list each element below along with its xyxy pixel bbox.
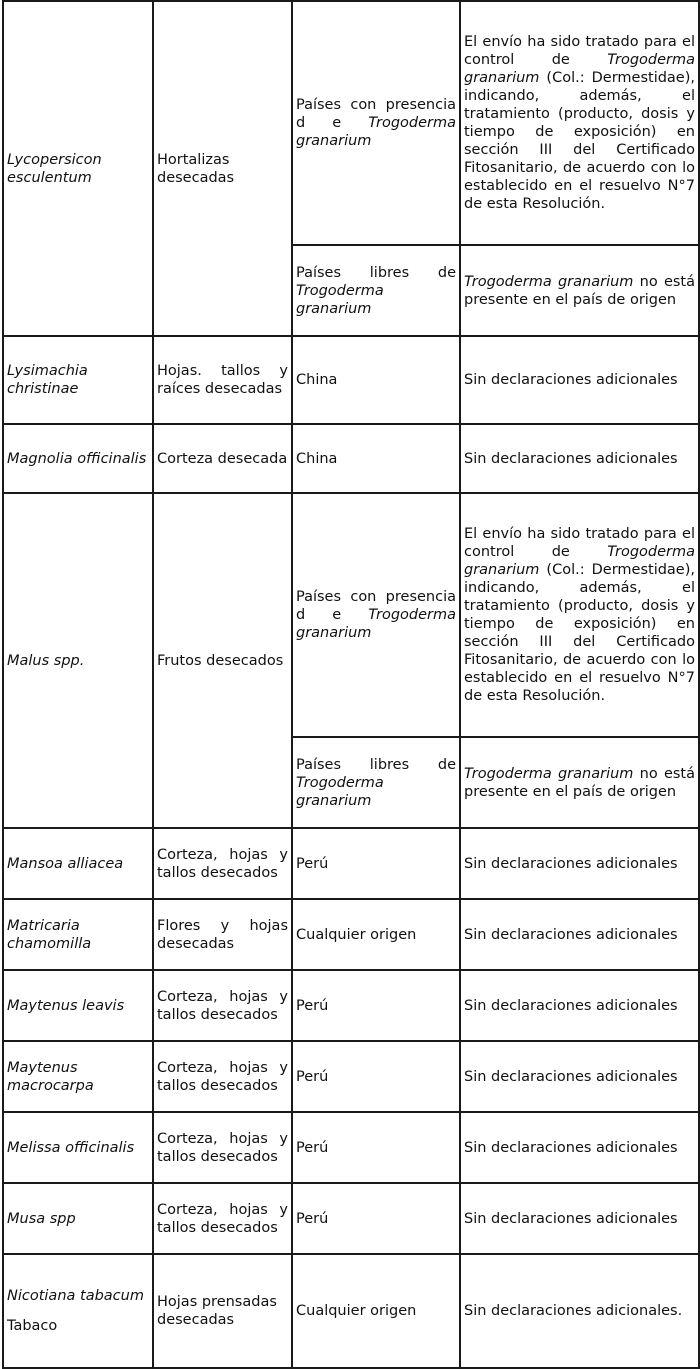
table-row xyxy=(3,1112,699,1183)
origin-cell: Países libres de Trogoderma granarium xyxy=(292,737,460,828)
origin-cell: Perú xyxy=(292,1183,460,1254)
requirement-cell: Sin declaraciones adicionales xyxy=(460,424,699,493)
product-cell: Hojas. tallos y raíces desecadas xyxy=(153,336,292,424)
requirement-cell: Sin declaraciones adicionales xyxy=(460,970,699,1041)
requirement-cell: El envío ha sido tratado para el control de Trogoderma granarium (Col.: Dermestidae), indicando, además, el tratamiento (producto, dosis y tiempo de exposición) en sección III del Certificado Fitosanitario, de acuerdo con lo establecido en el resuelvo N°7 de esta Resolución. xyxy=(460,1,699,245)
origin-cell: China xyxy=(292,336,460,424)
common-name: Tabaco xyxy=(7,1318,58,1334)
origin-cell: Cualquier origen xyxy=(292,899,460,970)
table-row xyxy=(3,424,699,493)
requirement-cell: Sin declaraciones adicionales xyxy=(460,1112,699,1183)
species-cell: Lycopersicon esculentum xyxy=(3,1,153,336)
species-cell: Maytenus macrocarpa xyxy=(3,1041,153,1112)
requirement-cell: Sin declaraciones adicionales xyxy=(460,1041,699,1112)
table-row xyxy=(3,1254,699,1368)
origin-cell: Países libres de Trogoderma granarium xyxy=(292,245,460,336)
requirement-cell: El envío ha sido tratado para el control de Trogoderma granarium (Col.: Dermestidae), indicando, además, el tratamiento (producto, dosis y tiempo de exposición) en sección III del Certificado Fitosanitario, de acuerdo con lo establecido en el resuelvo N°7 de esta Resolución. xyxy=(460,493,699,737)
origin-cell: Perú xyxy=(292,1041,460,1112)
requirement-cell: Sin declaraciones adicionales xyxy=(460,1183,699,1254)
table-row xyxy=(3,899,699,970)
requirement-cell: Trogoderma granarium no está presente en el país de origen xyxy=(460,245,699,336)
requirement-cell: Sin declaraciones adicionales xyxy=(460,828,699,899)
product-cell: Corteza, hojas y tallos desecados xyxy=(153,1041,292,1112)
requirement-cell: Sin declaraciones adicionales. xyxy=(460,1254,699,1368)
table-row xyxy=(3,336,699,424)
table-row xyxy=(3,1183,699,1254)
requirement-cell: Trogoderma granarium no está presente en el país de origen xyxy=(460,737,699,828)
origin-cell: Perú xyxy=(292,828,460,899)
species-cell: Magnolia officinalis xyxy=(3,424,153,493)
product-cell: Corteza, hojas y tallos desecados xyxy=(153,1183,292,1254)
regulation-table-block-2 xyxy=(2,492,700,1369)
origin-cell: Perú xyxy=(292,970,460,1041)
table-row xyxy=(3,1,699,245)
species-cell: Mansoa alliacea xyxy=(3,828,153,899)
product-cell: Hortalizas desecadas xyxy=(153,1,292,336)
product-cell: Corteza desecada xyxy=(153,424,292,493)
table-row xyxy=(3,1041,699,1112)
regulation-table-block-1 xyxy=(2,0,700,494)
table-row xyxy=(3,493,699,737)
origin-cell: Países con presencia d e Trogoderma granarium xyxy=(292,493,460,737)
species-cell: Malus spp. xyxy=(3,493,153,828)
species-cell xyxy=(3,1254,153,1368)
species-name: Nicotiana tabacum xyxy=(7,1288,144,1304)
product-cell: Corteza, hojas y tallos desecados xyxy=(153,970,292,1041)
origin-cell: Cualquier origen xyxy=(292,1254,460,1368)
species-cell: Maytenus leavis xyxy=(3,970,153,1041)
species-cell: Matricaria chamomilla xyxy=(3,899,153,970)
species-cell: Melissa officinalis xyxy=(3,1112,153,1183)
origin-cell: Perú xyxy=(292,1112,460,1183)
species-cell: Musa spp xyxy=(3,1183,153,1254)
table-row xyxy=(3,970,699,1041)
product-cell: Corteza, hojas y tallos desecados xyxy=(153,1112,292,1183)
species-cell: Lysimachia christinae xyxy=(3,336,153,424)
product-cell: Corteza, hojas y tallos desecados xyxy=(153,828,292,899)
requirement-cell: Sin declaraciones adicionales xyxy=(460,336,699,424)
requirement-cell: Sin declaraciones adicionales xyxy=(460,899,699,970)
origin-cell: Países con presencia d e Trogoderma granarium xyxy=(292,1,460,245)
table-row xyxy=(3,828,699,899)
product-cell: Frutos desecados xyxy=(153,493,292,828)
origin-cell: China xyxy=(292,424,460,493)
product-cell: Flores y hojas desecadas xyxy=(153,899,292,970)
product-cell: Hojas prensadas desecadas xyxy=(153,1254,292,1368)
